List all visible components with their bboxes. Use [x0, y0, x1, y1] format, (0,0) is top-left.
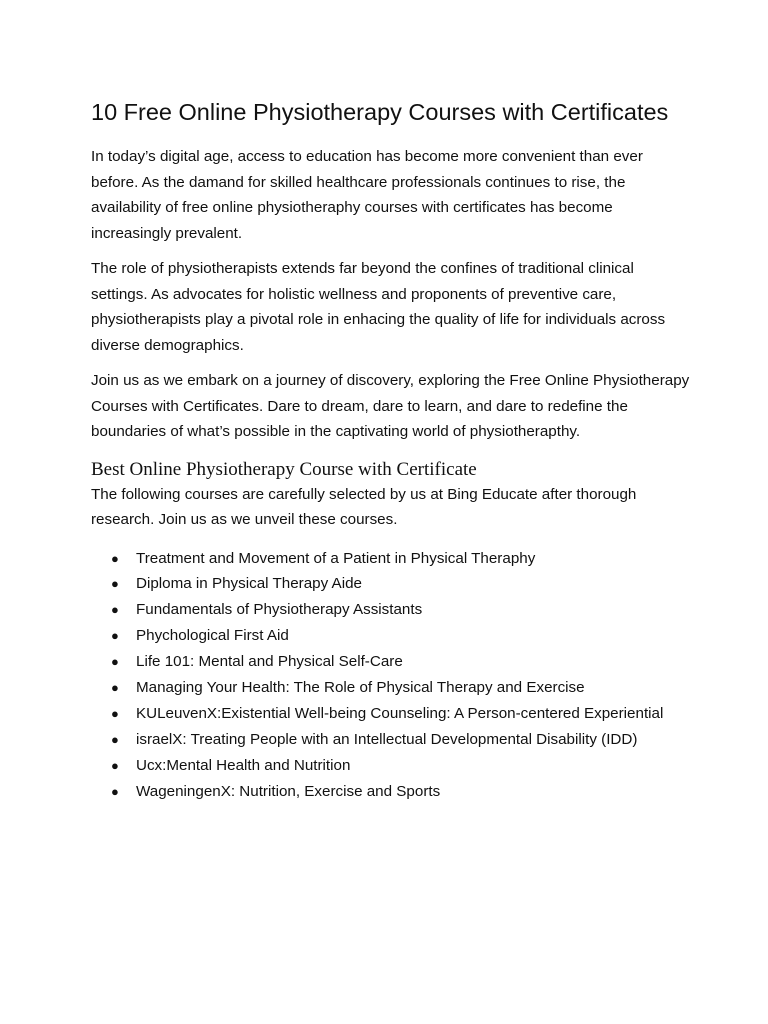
list-item [91, 779, 691, 805]
list-item [91, 649, 691, 675]
intro-paragraph-1: In today’s digital age, access to education has become more convenient than ever before. As the damand for skilled healthcare professionals continues to rise, the availability of free online physiotheraphy courses with certificates has become increasingly prevalent. [91, 148, 643, 242]
bullet-icon: ● [111, 654, 119, 670]
list-item [91, 727, 691, 753]
bullet-icon: ● [111, 576, 119, 592]
bullet-icon: ● [111, 550, 119, 566]
page-title: 10 Free Online Physiotherapy Courses with Certificates [91, 99, 669, 125]
course-title: Ucx:Mental Health and Nutrition [136, 756, 351, 774]
section-heading: Best Online Physiotherapy Course with Certificate [91, 458, 477, 480]
course-list [91, 546, 691, 805]
bullet-icon: ● [111, 757, 119, 773]
section-intro: The following courses are carefully selected by us at Bing Educate after thorough research. Join us as we unveil these courses. [91, 485, 637, 528]
bullet-icon: ● [111, 731, 119, 747]
document-page [91, 92, 691, 805]
course-title: WageningenX: Nutrition, Exercise and Sports [136, 782, 441, 800]
list-item [91, 753, 691, 779]
list-item [91, 623, 691, 649]
bullet-icon: ● [111, 783, 119, 799]
list-item [91, 675, 691, 701]
bullet-icon: ● [111, 628, 119, 644]
course-title: Fundamentals of Physiotherapy Assistants [136, 601, 423, 619]
course-title: israelX: Treating People with an Intellectual Developmental Disability (IDD) [136, 730, 638, 748]
list-item [91, 546, 691, 572]
course-title: Diploma in Physical Therapy Aide [136, 575, 362, 593]
bullet-icon: ● [111, 680, 119, 696]
intro-paragraph-2: The role of physiotherapists extends far beyond the confines of traditional clinical settings. As advocates for holistic wellness and proponents of preventive care, physiotherapists play a pivotal role in enhacing the quality of life for individuals across diverse demographics. [91, 260, 666, 354]
bullet-icon: ● [111, 705, 119, 721]
course-title: KULeuvenX:Existential Well-being Counseling: A Person-centered Experiential [136, 704, 664, 722]
course-title: Phychological First Aid [136, 627, 289, 645]
list-item [91, 597, 691, 623]
list-item [91, 571, 691, 597]
bullet-icon: ● [111, 602, 119, 618]
list-item [91, 701, 691, 727]
intro-paragraph-3: Join us as we embark on a journey of discovery, exploring the Free Online Physiotherapy Courses with Certificates. Dare to dream, dare to learn, and dare to redefine the boundaries of what’s possible in the captivating world of physiotherapthy. [91, 372, 690, 440]
course-title: Life 101: Mental and Physical Self-Care [136, 653, 403, 671]
course-title: Treatment and Movement of a Patient in Physical Theraphy [136, 549, 536, 567]
course-title: Managing Your Health: The Role of Physical Therapy and Exercise [136, 679, 585, 697]
